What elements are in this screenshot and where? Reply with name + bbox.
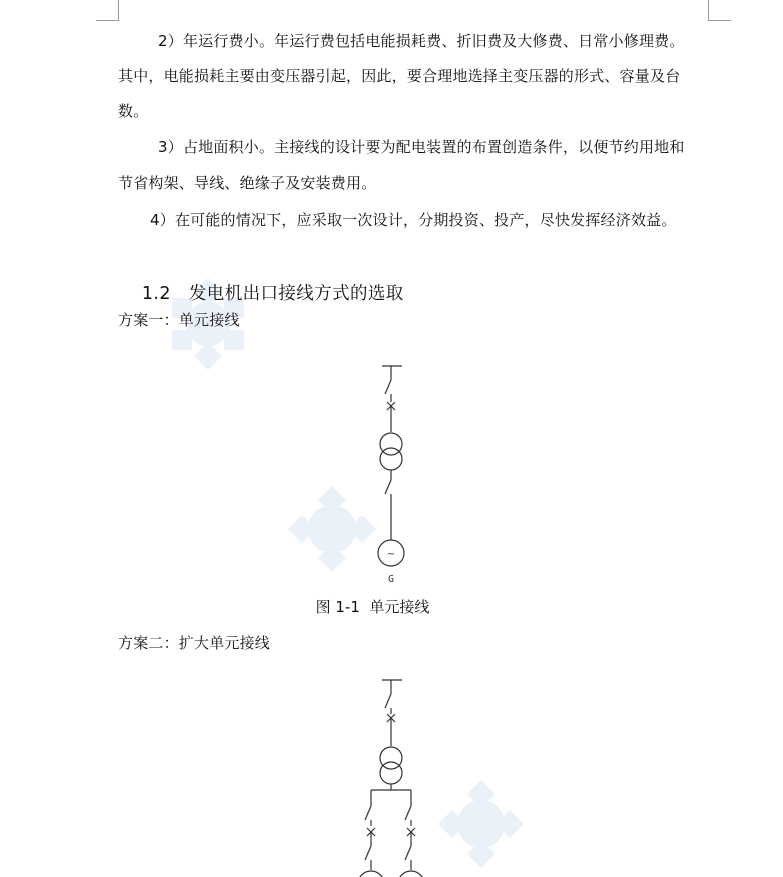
page-corner-mark-right (708, 0, 731, 21)
extended-unit-connection-diagram (350, 674, 434, 877)
paragraph-line: 2）年运行费小。年运行费包括电能损耗费、折旧费及大修费、日常小修理费。 (158, 32, 685, 50)
paragraph-line: 其中，电能损耗主要由变压器引起，因此，要合理地选择主变压器的形式、容量及台 (118, 67, 681, 85)
disconnector-switch (405, 806, 411, 820)
generator-symbol (398, 871, 424, 877)
watermark-emblem-icon (436, 778, 526, 870)
paragraph-line: 3）占地面积小。主接线的设计要为配电装置的布置创造条件，以便节约用地和 (158, 138, 685, 156)
page-corner-mark-left (96, 0, 119, 21)
unit-connection-diagram (360, 360, 422, 586)
paragraph-line: 4）在可能的情况下，应采取一次设计，分期投资、投产，尽快发挥经济效益。 (150, 211, 677, 229)
disconnector-switch (385, 694, 391, 708)
disconnector-switch (365, 806, 371, 820)
disconnector-switch (385, 380, 391, 394)
generator-letter: G (387, 574, 395, 585)
generator-symbol-label: ~ (386, 549, 396, 560)
generator-symbol (358, 871, 384, 877)
transformer-winding (380, 448, 402, 470)
paragraph-line: 节省构架、导线、绝缘子及安装费用。 (118, 174, 377, 192)
disconnector-switch (405, 846, 411, 860)
scheme-label: 方案二：扩大单元接线 (118, 634, 271, 652)
paragraph-line: 数。 (118, 102, 149, 120)
disconnector-switch (385, 480, 391, 494)
section-number: 1.2 (141, 284, 171, 304)
disconnector-switch (365, 846, 371, 860)
scheme-label: 方案一：单元接线 (118, 311, 240, 329)
section-title: 发电机出口接线方式的选取 (188, 284, 404, 304)
transformer-winding (380, 762, 402, 784)
figure-caption: 图 1-1 单元接线 (315, 598, 430, 616)
